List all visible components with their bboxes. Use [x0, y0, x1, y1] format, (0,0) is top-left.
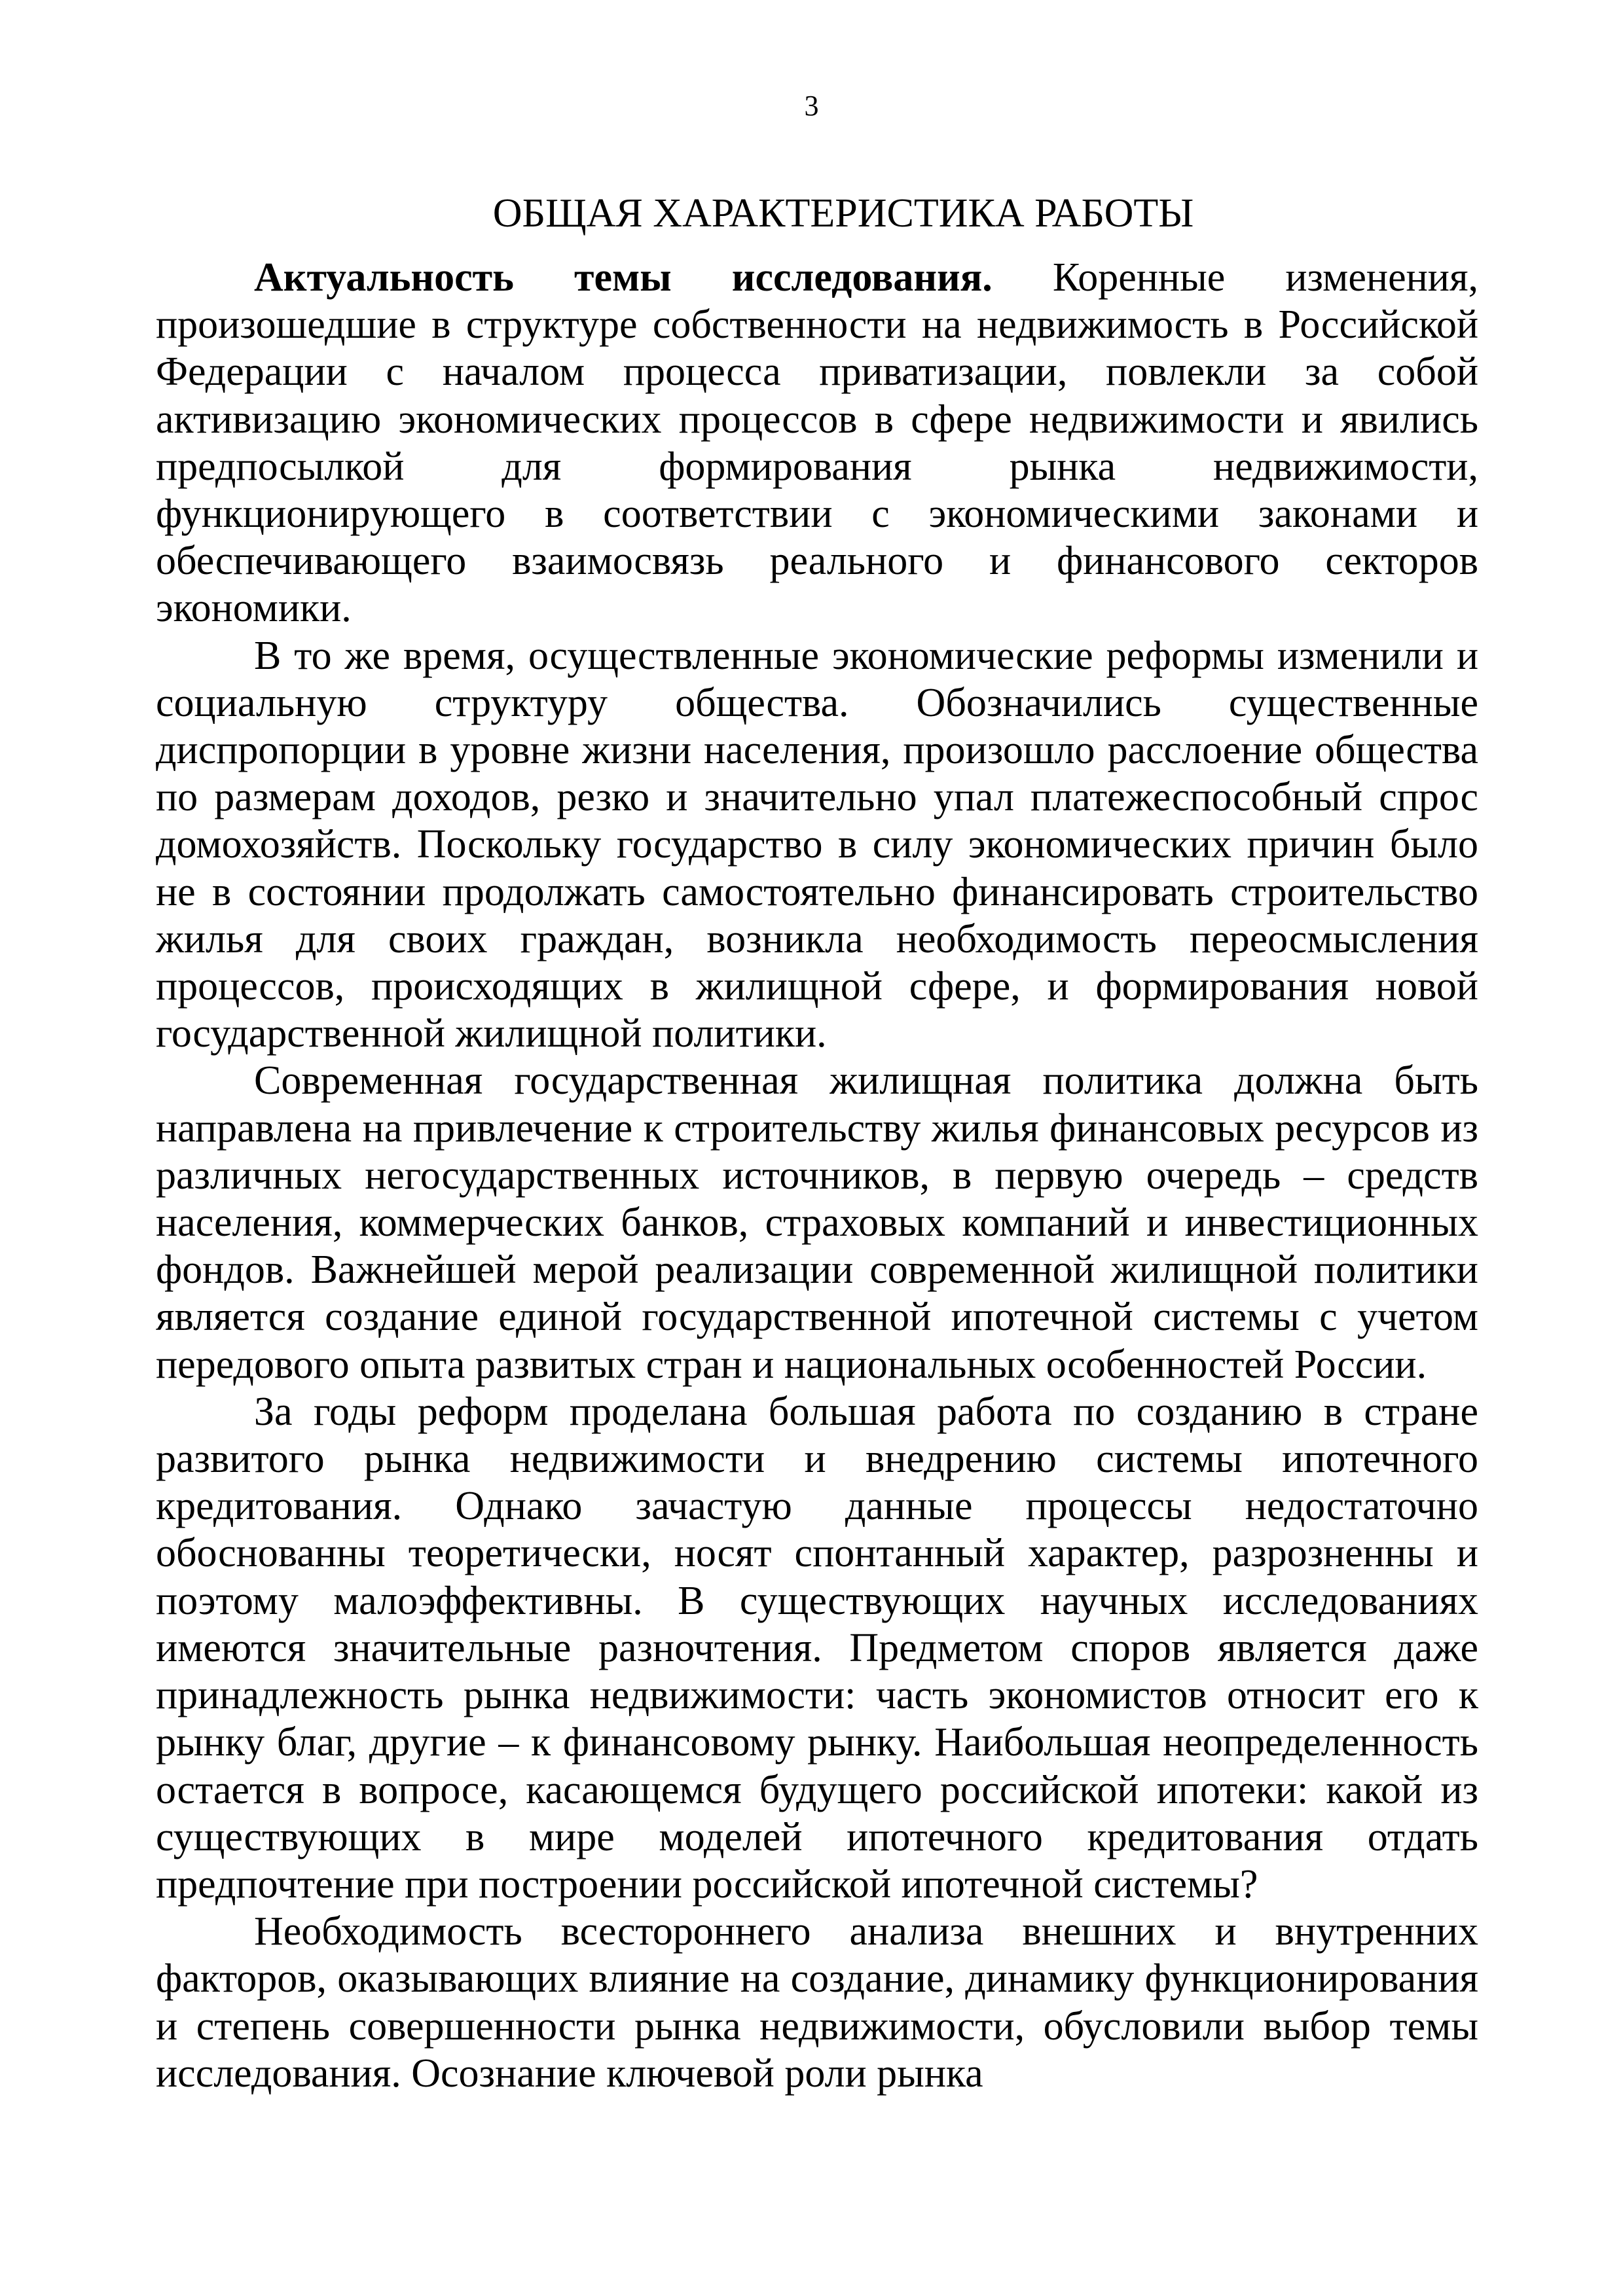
- paragraph-reforms: В то же время, осуществленные экономические реформы изменили и социальную структуру общества. Обозначились существенные диспропорции в уровне жизни населения, произошло расслоение общества по размерам доходов, резко и значительно упал платежеспособный спрос домохозяйств. Поскольку государство в силу экономических причин было не в состоянии продолжать самостоятельно финансировать строительство жилья для своих граждан, возникла необходимость переосмысления процессов, происходящих в жилищной сфере, и формирования новой государственной жилищной политики.: [156, 633, 1478, 1056]
- document-body: [156, 190, 1478, 2097]
- paragraph-housing-policy: Современная государственная жилищная политика должна быть направлена на привлечение к строительству жилья финансовых ресурсов из различных негосударственных источников, в первую очередь – средств населения, коммерческих банков, страховых компаний и инвестиционных фондов. Важнейшей мерой реализации современной жилищной политики является создание единой государственной ипотечной системы с учетом передового опыта развитых стран и национальных особенностей России.: [156, 1058, 1478, 1387]
- paragraph-mortgage-market: За годы реформ проделана большая работа по созданию в стране развитого рынка недвижимости и внедрению системы ипотечного кредитования. Однако зачастую данные процессы недостаточно обоснованны теоретически, носят спонтанный характер, разрозненны и поэтому малоэффективны. В существующих научных исследованиях имеются значительные разночтения. Предметом споров является даже принадлежность рынка недвижимости: часть экономистов относит его к рынку благ, другие – к финансовому рынку. Наибольшая неопределенность остается в вопросе, касающемся будущего российской ипотеки: какой из существующих в мире моделей ипотечного кредитования отдать предпочтение при построении российской ипотечной системы?: [156, 1389, 1478, 1907]
- page-title: ОБЩАЯ ХАРАКТЕРИСТИКА РАБОТЫ: [492, 191, 1194, 236]
- paragraph-research-choice: Необходимость всестороннего анализа внешних и внутренних факторов, оказывающих влияние на создание, динамику функционирования и степень совершенности рынка недвижимости, обусловили выбор темы исследования. Осознание ключевой роли рынка: [156, 1909, 1478, 2096]
- page-number: 3: [804, 90, 819, 122]
- paragraph-relevance: [156, 254, 1478, 632]
- paragraph-lead: Актуальность темы исследования.: [254, 255, 993, 300]
- paragraph-text: Коренные изменения, произошедшие в структуре собственности на недвижимость в Российской Федерации с началом процесса приватизации, повлекли за собой активизацию экономических процессов в сфере недвижимости и явились предпосылкой для формирования рынка недвижимости, функционирующего в соответствии с экономическими законами и обеспечивающего взаимосвязь реального и финансового секторов экономики.: [156, 255, 1478, 631]
